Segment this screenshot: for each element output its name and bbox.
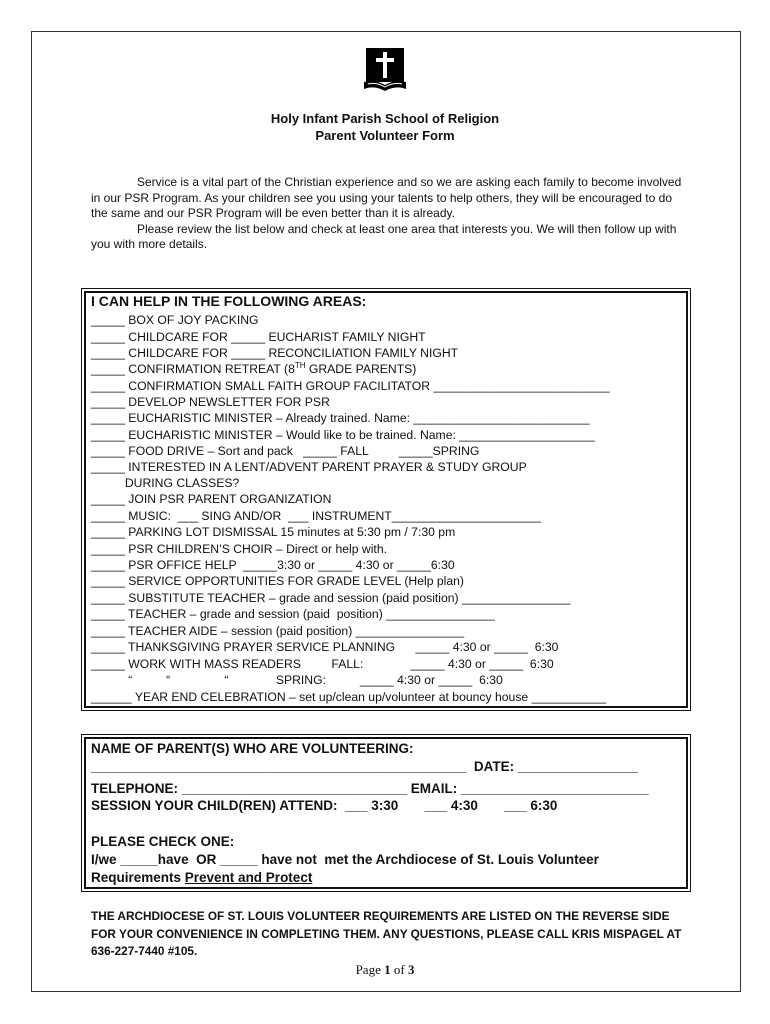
area-item[interactable]: _____ BOX OF JOY PACKING bbox=[91, 313, 259, 327]
area-item[interactable]: _____ JOIN PSR PARENT ORGANIZATION bbox=[91, 492, 332, 506]
intro-text bbox=[91, 175, 691, 253]
area-item[interactable]: _____ INTERESTED IN A LENT/ADVENT PARENT PRAYER & STUDY GROUP bbox=[91, 460, 527, 474]
intro-paragraph-2: Please review the list below and check at least one area that interests you. We will then follow up with you with more details. bbox=[91, 221, 677, 251]
area-item[interactable]: _____ MUSIC: ___ SING AND/OR ___ INSTRUMENT______________________ bbox=[91, 509, 541, 523]
area-item[interactable]: _____ SERVICE OPPORTUNITIES FOR GRADE LEVEL (Help plan) bbox=[91, 574, 464, 588]
prevent-and-protect-text: Prevent and Protect bbox=[184, 870, 313, 885]
area-item[interactable]: _____ TEACHER AIDE – session (paid position) ________________ bbox=[91, 624, 465, 638]
area-item[interactable]: _____ SUBSTITUTE TEACHER – grade and session (paid position) ________________ bbox=[91, 591, 571, 605]
telephone-email-field[interactable]: TELEPHONE: ______________________________ EMAIL: _________________________ bbox=[91, 781, 649, 796]
area-item-continued: DURING CLASSES? bbox=[91, 476, 240, 490]
bible-cross-icon bbox=[362, 47, 408, 93]
area-item[interactable]: ______ YEAR END CELEBRATION – set up/clean up/volunteer at bouncy house ___________ bbox=[91, 690, 607, 704]
area-item[interactable]: _____ FOOD DRIVE – Sort and pack _____ FALL _____SPRING bbox=[91, 444, 480, 458]
area-item[interactable]: _____ CHILDCARE FOR _____ EUCHARIST FAMILY NIGHT bbox=[91, 330, 426, 344]
parent-name-label: NAME OF PARENT(S) WHO ARE VOLUNTEERING: bbox=[91, 741, 414, 756]
archdiocese-note: THE ARCHDIOCESE OF ST. LOUIS VOLUNTEER REQUIREMENTS ARE LISTED ON THE REVERSE SIDE FOR YOUR CONVENIENCE IN COMPLETING THEM. ANY QUESTIONS, PLEASE CALL KRIS MISPAGEL AT 636-227-7440 #105. bbox=[91, 909, 682, 958]
area-item[interactable]: _____ THANKSGIVING PRAYER SERVICE PLANNING _____ 4:30 or _____ 6:30 bbox=[91, 640, 559, 654]
check-one-label: PLEASE CHECK ONE: bbox=[91, 834, 235, 849]
area-item[interactable]: _____ TEACHER – grade and session (paid position) ________________ bbox=[91, 607, 495, 621]
area-item[interactable]: _____ PSR CHILDREN’S CHOIR – Direct or help with. bbox=[91, 542, 387, 556]
requirements-line: Requirements Prevent and Protect bbox=[91, 870, 313, 885]
requirements-check-field[interactable]: I/we _____have OR _____ have not met the Archdiocese of St. Louis Volunteer bbox=[91, 852, 599, 867]
parent-name-date-field[interactable]: __________________________________________________ DATE: ________________ bbox=[91, 759, 639, 774]
area-item[interactable]: _____ EUCHARISTIC MINISTER – Would like to be trained. Name: ____________________ bbox=[91, 428, 595, 442]
area-item[interactable]: _____ CHILDCARE FOR _____ RECONCILIATION FAMILY NIGHT bbox=[91, 346, 459, 360]
area-item-text: _____ CONFIRMATION RETREAT (8TH GRADE PARENTS) bbox=[91, 361, 417, 376]
session-attend-field[interactable]: SESSION YOUR CHILD(REN) ATTEND: ___ 3:30 ___ 4:30 ___ 6:30 bbox=[91, 798, 558, 813]
area-item[interactable]: _____ PSR OFFICE HELP _____3:30 or _____ 4:30 or _____6:30 bbox=[91, 558, 455, 572]
page-number: Page 1 of 3 bbox=[355, 962, 415, 977]
intro-paragraph-1: Service is a vital part of the Christian experience and so we are asking each family to become involved in our PSR Program. As your children see you using your talents to help others, they will be encouraged to do the same and our PSR Program will be even better than it is already. bbox=[91, 175, 682, 220]
area-item[interactable]: _____ WORK WITH MASS READERS FALL: _____ 4:30 or _____ 6:30 bbox=[91, 657, 554, 671]
area-item[interactable] bbox=[91, 361, 416, 377]
area-item[interactable]: _____ PARKING LOT DISMISSAL 15 minutes at 5:30 pm / 7:30 pm bbox=[91, 525, 456, 539]
area-item-continued[interactable]: “ “ “ SPRING: _____ 4:30 or _____ 6:30 bbox=[91, 673, 503, 687]
document-title: Holy Infant Parish School of Religion bbox=[270, 111, 500, 126]
areas-heading: I CAN HELP IN THE FOLLOWING AREAS: bbox=[91, 293, 367, 309]
area-item[interactable]: _____ DEVELOP NEWSLETTER FOR PSR bbox=[91, 395, 330, 409]
area-item[interactable]: _____ CONFIRMATION SMALL FAITH GROUP FACILITATOR __________________________ bbox=[91, 379, 610, 393]
area-item[interactable]: _____ EUCHARISTIC MINISTER – Already trained. Name: __________________________ bbox=[91, 411, 590, 425]
document-subtitle: Parent Volunteer Form bbox=[315, 128, 455, 143]
